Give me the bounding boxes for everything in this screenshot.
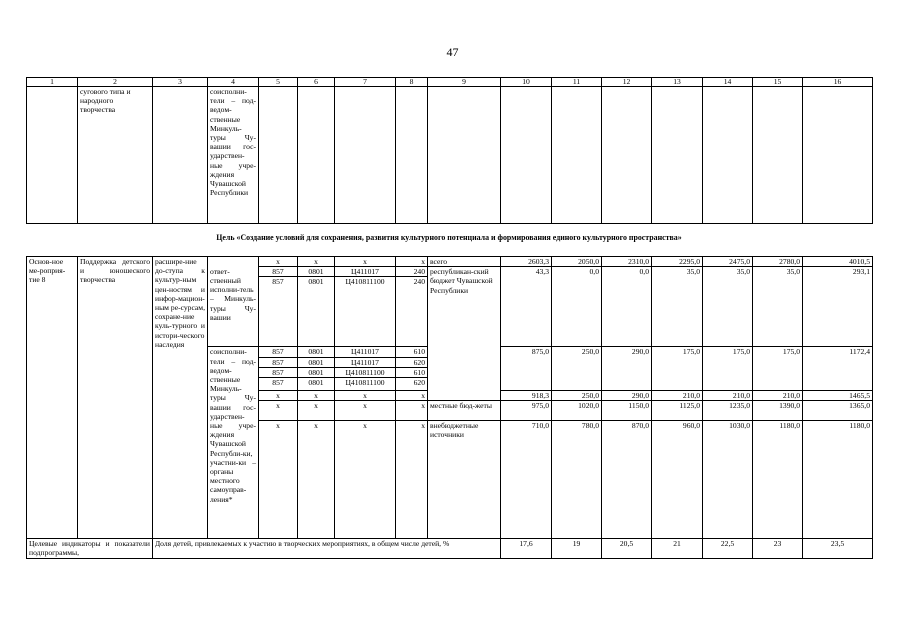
col-number: 1 [27, 78, 78, 87]
page-number: 47 [446, 45, 459, 59]
table-row: х х х х 918,3 250,0 290,0 210,0 210,0 210,0 1465,5 [27, 391, 873, 401]
col-number: 10 [501, 78, 552, 87]
col-number: 6 [298, 78, 335, 87]
column-number-row [27, 78, 873, 87]
table-row [27, 87, 873, 224]
col-number: 14 [703, 78, 753, 87]
table-row: х х х х внебюджетные источники 710,0 780,0 870,0 960,0 1030,0 1180,0 1180,0 [27, 421, 873, 539]
indicator-text: Доля детей, привлекаемых к участию в творческих мероприятиях, в общем числе детей, % [153, 539, 501, 559]
col-number: 11 [552, 78, 602, 87]
source-label: республикан-ский бюджет Чувашской Республики [428, 267, 501, 401]
table-row: х х х х местные бюд-жеты 975,0 1020,0 1150,0 1125,0 1235,0 1390,0 1365,0 [27, 401, 873, 421]
indicator-row: Целевые индикаторы и показатели подпрограммы, Доля детей, привлекаемых к участию в творческих мероприятиях, в общем числе детей, % 17,6 19 20,5 21 22,5 23 23,5 [27, 539, 873, 559]
col-number: 12 [602, 78, 652, 87]
executors-cont: соисполни-тели – под-ведом-ственные Минкуль-туры Чу-вашии гос-ударствен-ные учре-ждения Чувашской Республики [208, 87, 259, 224]
goal-heading: Цель «Создание условий для сохранения, развития культурного потенциала и формирования единого культурного пространства» [216, 233, 682, 242]
col-number: 7 [335, 78, 396, 87]
col-number: 15 [753, 78, 803, 87]
col-number: 5 [259, 78, 298, 87]
table-row: 857 0801 Ц410811100 620 [27, 378, 873, 391]
col-number: 9 [428, 78, 501, 87]
table-continued [26, 77, 873, 224]
table-main [26, 256, 873, 559]
col-number: 13 [652, 78, 703, 87]
table-row: соисполни-тели – под-ведом-ственные Минкуль-туры Чу-вашии гос-ударствен-ные учре-ждения Чувашской Республи-ки, участни-ки – органы местного самоуправ-ления* 857 0801 Ц411017 610 875,0 250,0 290,0 175,0 175,0 175,0 1172,4 [27, 347, 873, 357]
event-number: Основ-ное ме-роприя-тие 8 [27, 257, 78, 539]
col-number: 3 [153, 78, 208, 87]
co-executors: соисполни-тели – под-ведом-ственные Минкуль-туры Чу-вашии гос-ударствен-ные учре-ждения Чувашской Республи-ки, участни-ки – органы местного самоуправ-ления* [208, 347, 259, 539]
table-row: ответ-ственный исполни-тель – Минкуль-туры Чу-вашии 857 0801 Ц411017 240 республикан-ский бюджет Чувашской Республики 43,3 0,0 0,0 35,0 35,0 35,0 293,1 [27, 267, 873, 277]
col-number: 8 [396, 78, 428, 87]
source-label: всего [428, 257, 501, 267]
col-number: 4 [208, 78, 259, 87]
indicator-label: Целевые индикаторы и показатели подпрограммы, [27, 539, 153, 559]
table-row: 857 0801 Ц411017 620 [27, 357, 873, 367]
event-name-cont: сугового типа и народного творчества [78, 87, 153, 224]
col-number: 16 [803, 78, 873, 87]
event-goal: расшире-ние до-ступа к культур-ным цен-ностям и инфор-мацион-ным ре-сурсам, сохране-ние куль-турного и истори-ческого наследия [153, 257, 208, 539]
source-label: внебюджетные источники [428, 421, 501, 539]
responsible-executor: ответ-ственный исполни-тель – Минкуль-туры Чу-вашии [208, 267, 259, 347]
table-row: 857 0801 Ц410811100 240 [27, 277, 873, 347]
source-label: местные бюд-жеты [428, 401, 501, 421]
col-number: 2 [78, 78, 153, 87]
table-row: Основ-ное ме-роприя-тие 8 Поддержка детского и юношеского творчества расшире-ние до-ступа к культур-ным цен-ностям и инфор-мацион-ным ре-сурсам, сохране-ние куль-турного и истори-ческого наследия х х х х всего 2603,3 2050,0 2310,0 2295,0 2475,0 2780,0 4010,5 [27, 257, 873, 267]
event-name: Поддержка детского и юношеского творчества [78, 257, 153, 539]
table-row: 857 0801 Ц410811100 610 [27, 367, 873, 377]
